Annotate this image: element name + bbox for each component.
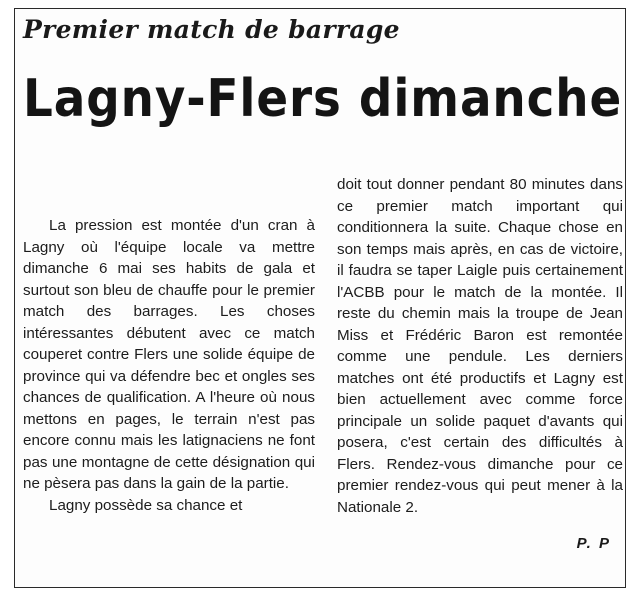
- article-frame: [14, 8, 626, 588]
- article-column-right: [337, 174, 623, 518]
- author-signature: P. P: [576, 535, 611, 552]
- paragraph-intro: La pression est montée d'un cran à Lagny où l'équipe locale va mettre dimanche 6 mai ses habits de gala et surtout son bleu de chauffe pour le premier match des barrages. Les choses intéressantes débutent avec ce match couperet contre Flers une solide équipe de province qui va défendre bec et ongles ses chances de qualification. A l'heure où nous mettons en pages, le terrain n'est pas encore connu mais les latignaciens ne font pas une montagne de cette désignation qui ne pèsera pas dans la gain de la partie.: [23, 217, 315, 492]
- paragraph-continuation: doit tout donner pendant 80 minutes dans ce premier match important qui conditionnera la suite. Chaque chose en son temps mais après, en cas de victoire, il faudra se taper Laigle puis certainement l'ACBB pour le match de la montée. Il reste du chemin mais la troupe de Jean Miss et Frédéric Baron est remontée comme une pendule. Les derniers matches ont été productifs et Lagny est bien actuellement avec comme force principale un solide paquet d'avants qui posera, c'est certain des difficultés à Flers. Rendez-vous dimanche pour ce premier rendez-vous qui peut mener à la Nationale 2.: [337, 176, 623, 516]
- article-column-left: [23, 215, 315, 516]
- article-kicker: Premier match de barrage: [23, 15, 400, 44]
- article-headline: Lagny-Flers dimanche: [23, 69, 623, 129]
- paragraph-lagny-chance: Lagny possède sa chance et: [49, 496, 243, 514]
